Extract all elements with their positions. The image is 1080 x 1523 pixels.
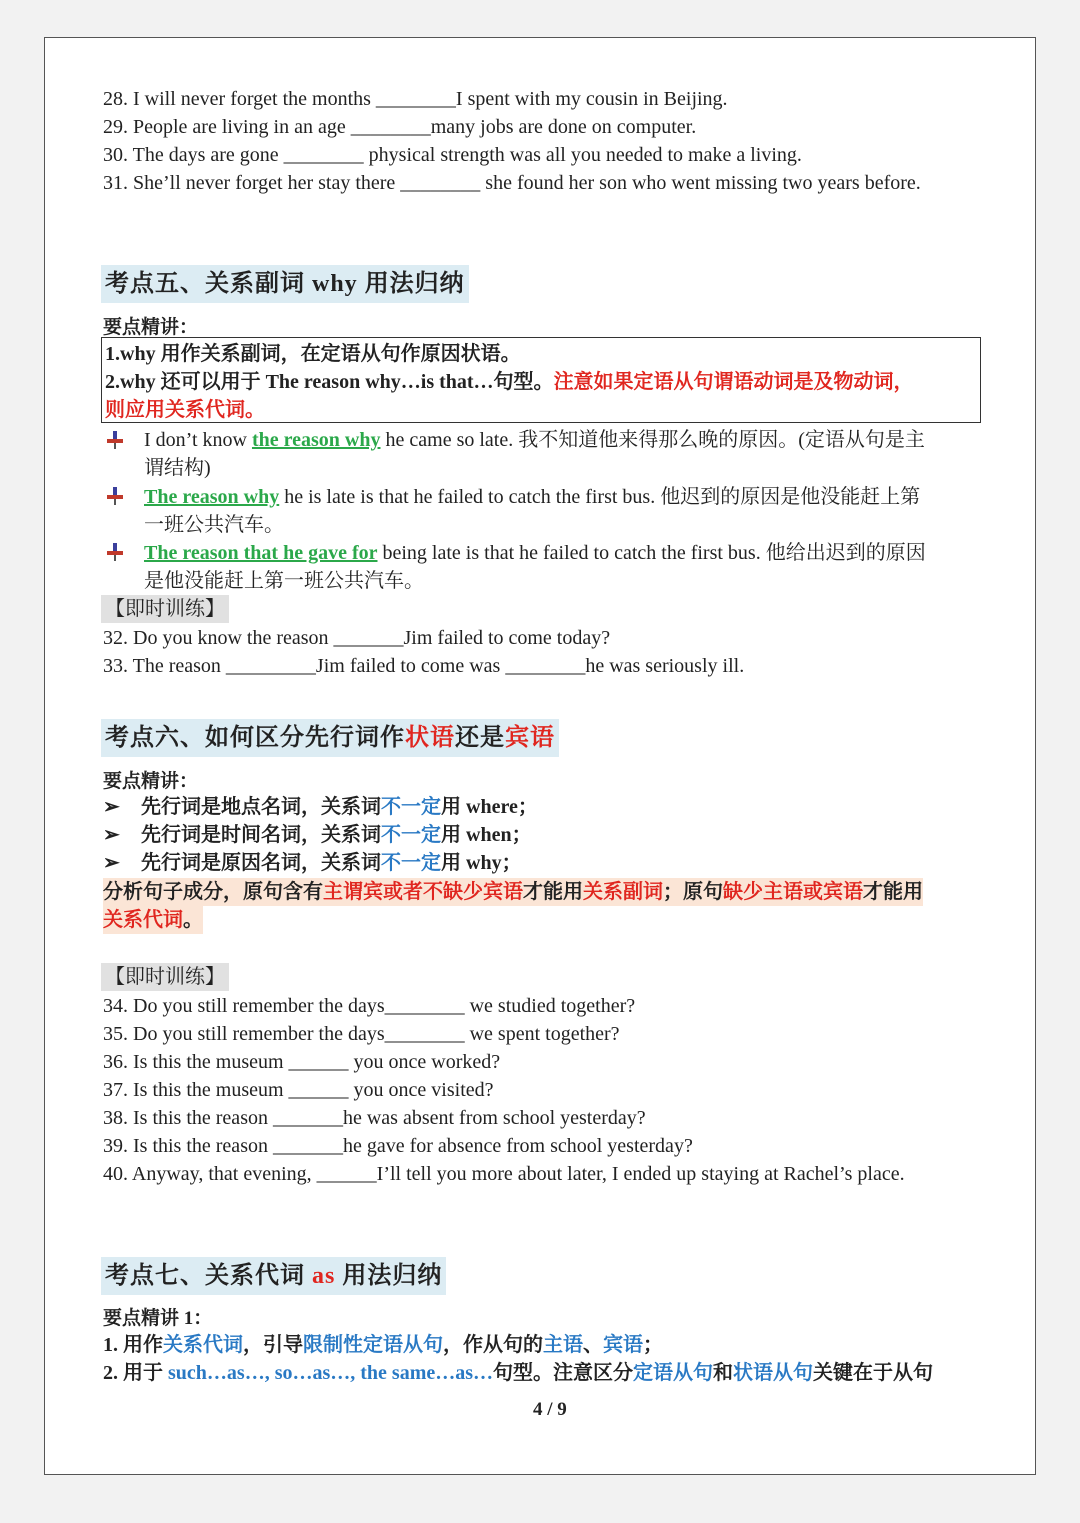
bullet-time: ➢ 先行词是时间名词，关系词不一定用 when； [103,821,532,849]
section6-heading: 考点六、如何区分先行词作状语还是宾语 [101,719,559,757]
example-2-cont: 一班公共汽车。 [144,514,284,536]
example-3: The reason that he gave for being late is that he failed to catch the first bus. 他给出迟到的原因 [144,542,926,564]
exercise-30: 30. The days are gone ________ physical strength was all you needed to make a living. [103,144,802,166]
example-2: The reason why he is late is that he failed to catch the first bus. 他迟到的原因是他没能赶上第 [144,486,921,508]
section7-heading: 考点七、关系代词 as 用法归纳 [101,1257,446,1295]
document-page [44,37,1036,1475]
as-rule-1: 1. 用作关系代词，引导限制性定语从句，作从句的主语、宾语； [103,1334,663,1356]
exercise-38: 38. Is this the reason _______he was absent from school yesterday? [103,1107,646,1129]
exercise-29: 29. People are living in an age ________many jobs are done on computer. [103,116,697,138]
analysis-note: 分析句子成分，原句含有主谓宾或者不缺少宾语才能用关系副词；原句缺少主语或宾语才能用 [103,878,923,906]
as-rule-2: 2. 用于 such…as…, so…as…, the same…as…句型。注意区分定语从句和状语从句关键在于从句 [103,1362,934,1384]
pin-icon [105,486,125,506]
practice-label: 【即时训练】 [101,963,229,991]
exercise-37: 37. Is this the museum ______ you once visited? [103,1079,494,1101]
exercise-31: 31. She’ll never forget her stay there ________ she found her son who went missing two years before. [103,172,921,194]
exercise-32: 32. Do you know the reason _______Jim failed to come today? [103,627,611,649]
section5-key-label: 要点精讲： [103,317,199,338]
bullet-reason: ➢ 先行词是原因名词，关系词不一定用 why； [103,849,522,877]
section6-key-label: 要点精讲： [103,771,199,792]
exercise-36: 36. Is this the museum ______ you once worked? [103,1051,501,1073]
pin-icon [105,430,125,450]
practice-label: 【即时训练】 [101,595,229,623]
rule-line-2: 2.why 还可以用于 The reason why…is that…句型。注意如果定语从句谓语动词是及物动词， [105,371,914,393]
example-1: I don’t know the reason why he came so late. 我不知道他来得那么晚的原因。(定语从句是主 [144,429,925,451]
exercise-33: 33. The reason _________Jim failed to come was ________he was seriously ill. [103,655,745,677]
exercise-39: 39. Is this the reason _______he gave for absence from school yesterday? [103,1135,693,1157]
bullet-place: ➢ 先行词是地点名词，关系词不一定用 where； [103,793,538,821]
example-3-cont: 是他没能赶上第一班公共汽车。 [144,570,424,592]
page-number: 4 / 9 [533,1399,567,1420]
analysis-note-cont: 关系代词。 [103,906,203,934]
arrow-icon: ➢ [103,796,120,818]
example-1-cont: 谓结构) [144,457,211,479]
pin-icon [105,542,125,562]
exercise-34: 34. Do you still remember the days________ we studied together? [103,995,636,1017]
exercise-35: 35. Do you still remember the days________ we spent together? [103,1023,620,1045]
arrow-icon: ➢ [103,852,120,874]
arrow-icon: ➢ [103,824,120,846]
rule-line-1: 1.why 用作关系副词，在定语从句作原因状语。 [105,343,521,365]
exercise-28: 28. I will never forget the months ________I spent with my cousin in Beijing. [103,88,728,110]
section5-heading: 考点五、关系副词 why 用法归纳 [101,265,469,303]
rule-line-3: 则应用关系代词。 [105,399,265,421]
exercise-40: 40. Anyway, that evening, ______I’ll tell you more about later, I ended up staying at Rachel’s place. [103,1163,905,1185]
section7-key-label: 要点精讲 1： [103,1308,213,1329]
